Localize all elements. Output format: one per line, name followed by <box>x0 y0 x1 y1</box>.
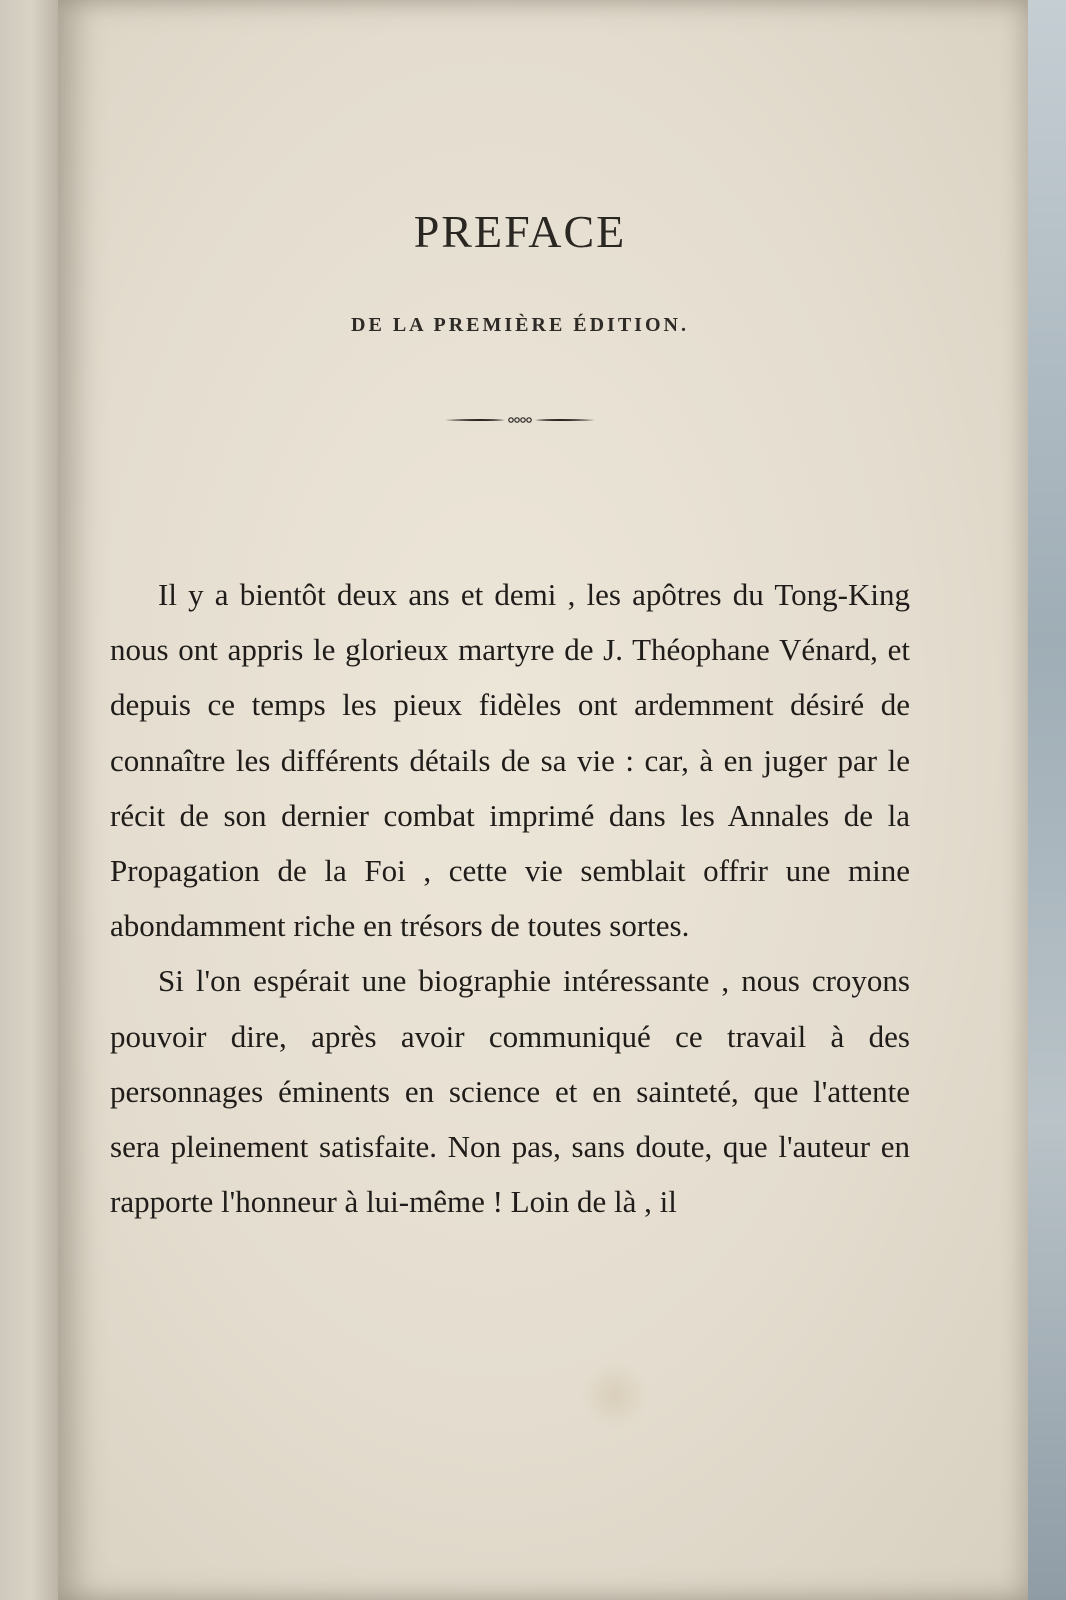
page-subtitle: DE LA PREMIÈRE ÉDITION. <box>351 314 689 336</box>
paragraph-1: Il y a bientôt deux ans et demi , les apôtres du Tong-King nous ont appris le glorieux martyre de J. Théophane Vénard, et depuis ce temps les pieux fidèles ont ardemment désiré de connaître les différents détails de sa vie : car, à en juger par le récit de son dernier combat imprimé dans les Annales de la Propagation de la Foi , cette vie semblait offrir une mine abondamment riche en trésors de toutes sortes. <box>110 577 910 944</box>
paragraph-2: Si l'on espérait une biographie intéressante , nous croyons pouvoir dire, après avoir communiqué ce travail à des personnages éminents en science et en sainteté, que l'attente sera pleinement satisfaite. Non pas, sans doute, que l'auteur en rapporte l'honneur à lui-même ! Loin de là , il <box>110 963 910 1220</box>
body-text <box>110 567 910 1229</box>
page-title: PREFACE <box>413 206 627 257</box>
ornamental-rule-icon <box>445 410 595 430</box>
paper-stain <box>580 1360 650 1430</box>
